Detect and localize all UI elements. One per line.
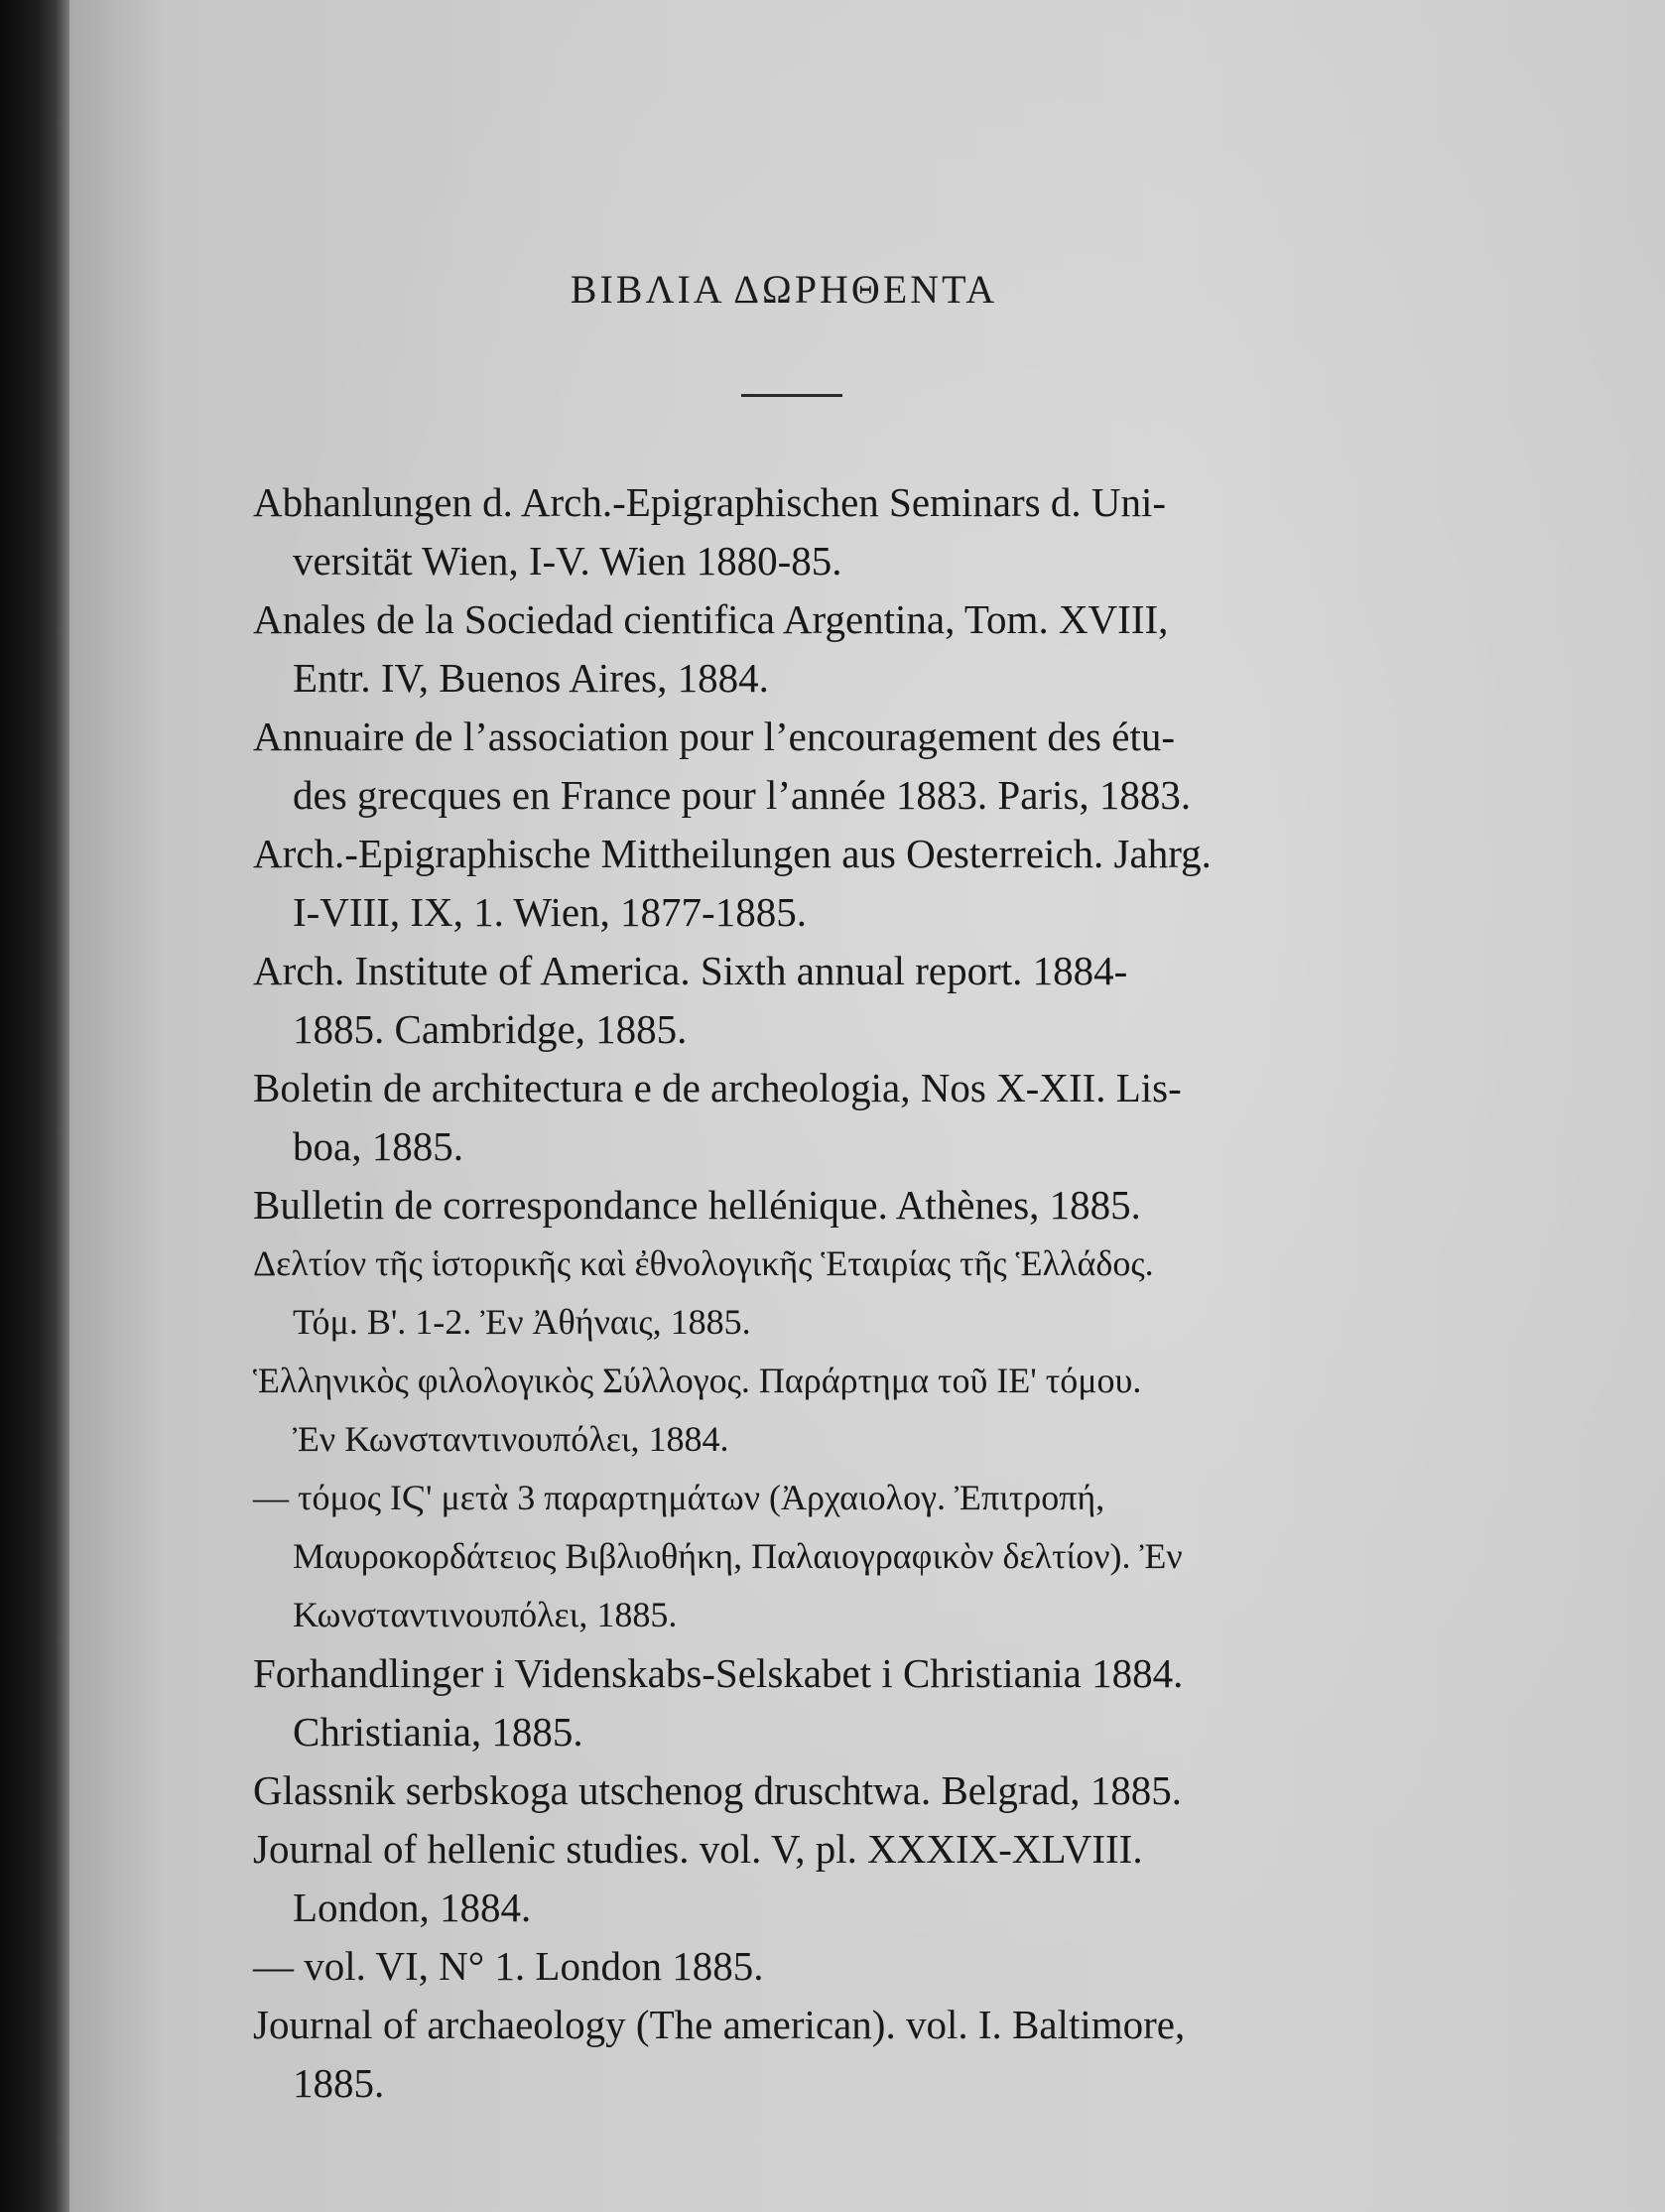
bibliography-line: Μαυροκορδάτειος Βιβλιοθήκη, Παλαιογραφικὸν δελτίον). Ἐν (293, 1536, 1183, 1576)
bibliography-line: Κωνσταντινουπόλει, 1885. (293, 1595, 678, 1634)
book-spine-shadow (0, 0, 69, 2212)
bibliography-line: London, 1884. (293, 1885, 532, 1930)
bibliography-line: Boletin de architectura e de archeologia, Nos X-XII. Lis- (253, 1065, 1182, 1110)
bibliography-line: — τόμος ΙϚ' μετὰ 3 παραρτημάτων (Ἀρχαιολογ. Ἐπιτροπή, (253, 1478, 1105, 1517)
bibliography-line: boa, 1885. (293, 1123, 463, 1169)
bibliography-line: Bulletin de correspondance hellénique. Athènes, 1885. (253, 1182, 1141, 1228)
bibliography-line: Abhanlungen d. Arch.-Epigraphischen Seminars d. Uni- (253, 479, 1167, 525)
page-title: ΒΙΒΛΙΑ ΔΩΡΗΘΕΝΤΑ (570, 267, 998, 312)
title-divider (741, 394, 842, 397)
bibliography-line: Glassnik serbskoga utschenog druschtwa. Belgrad, 1885. (253, 1767, 1182, 1813)
bibliography-line: Christiania, 1885. (293, 1709, 583, 1755)
bibliography-line: versität Wien, I-V. Wien 1880-85. (293, 538, 842, 584)
bibliography-line: I-VIII, IX, 1. Wien, 1877-1885. (293, 889, 807, 935)
bibliography-line: 1885. Cambridge, 1885. (293, 1006, 688, 1052)
bibliography-line: Entr. IV, Buenos Aires, 1884. (293, 655, 769, 701)
bibliography-line: des grecques en France pour l’année 1883. Paris, 1883. (293, 772, 1192, 818)
bibliography-line: Journal of hellenic studies. vol. V, pl. XXXIX-XLVIII. (253, 1826, 1143, 1872)
bibliography-line: Forhandlinger i Videnskabs-Selskabet i Christiania 1884. (253, 1650, 1184, 1696)
bibliography-line: 1885. (293, 2060, 385, 2106)
bibliography-line: Δελτίον τῆς ἱστορικῆς καὶ ἐθνολογικῆς Ἑταιρίας τῆς Ἑλλάδος. (253, 1243, 1154, 1283)
bibliography-line: Anales de la Sociedad cientifica Argentina, Tom. XVIII, (253, 596, 1169, 642)
bibliography-line: Annuaire de l’association pour l’encouragement des étu- (253, 714, 1175, 759)
bibliography-line: Τόμ. Β'. 1-2. Ἐν Ἀθήναις, 1885. (293, 1302, 751, 1342)
bibliography-line: Arch.-Epigraphische Mittheilungen aus Oesterreich. Jahrg. (253, 831, 1212, 876)
bibliography-line: Ἑλληνικὸς φιλολογικὸς Σύλλογος. Παράρτημα τοῦ ΙΕ' τόμου. (253, 1361, 1142, 1400)
bibliography-list (253, 473, 1335, 2113)
bibliography-line: Ἐν Κωνσταντινουπόλει, 1884. (293, 1419, 729, 1459)
page-paper (69, 0, 1665, 2212)
bibliography-line: Arch. Institute of America. Sixth annual report. 1884- (253, 948, 1128, 993)
bibliography-line: Journal of archaeology (The american). vol. I. Baltimore, (253, 2002, 1186, 2047)
bibliography-line: — vol. VI, N° 1. London 1885. (253, 1943, 764, 1989)
